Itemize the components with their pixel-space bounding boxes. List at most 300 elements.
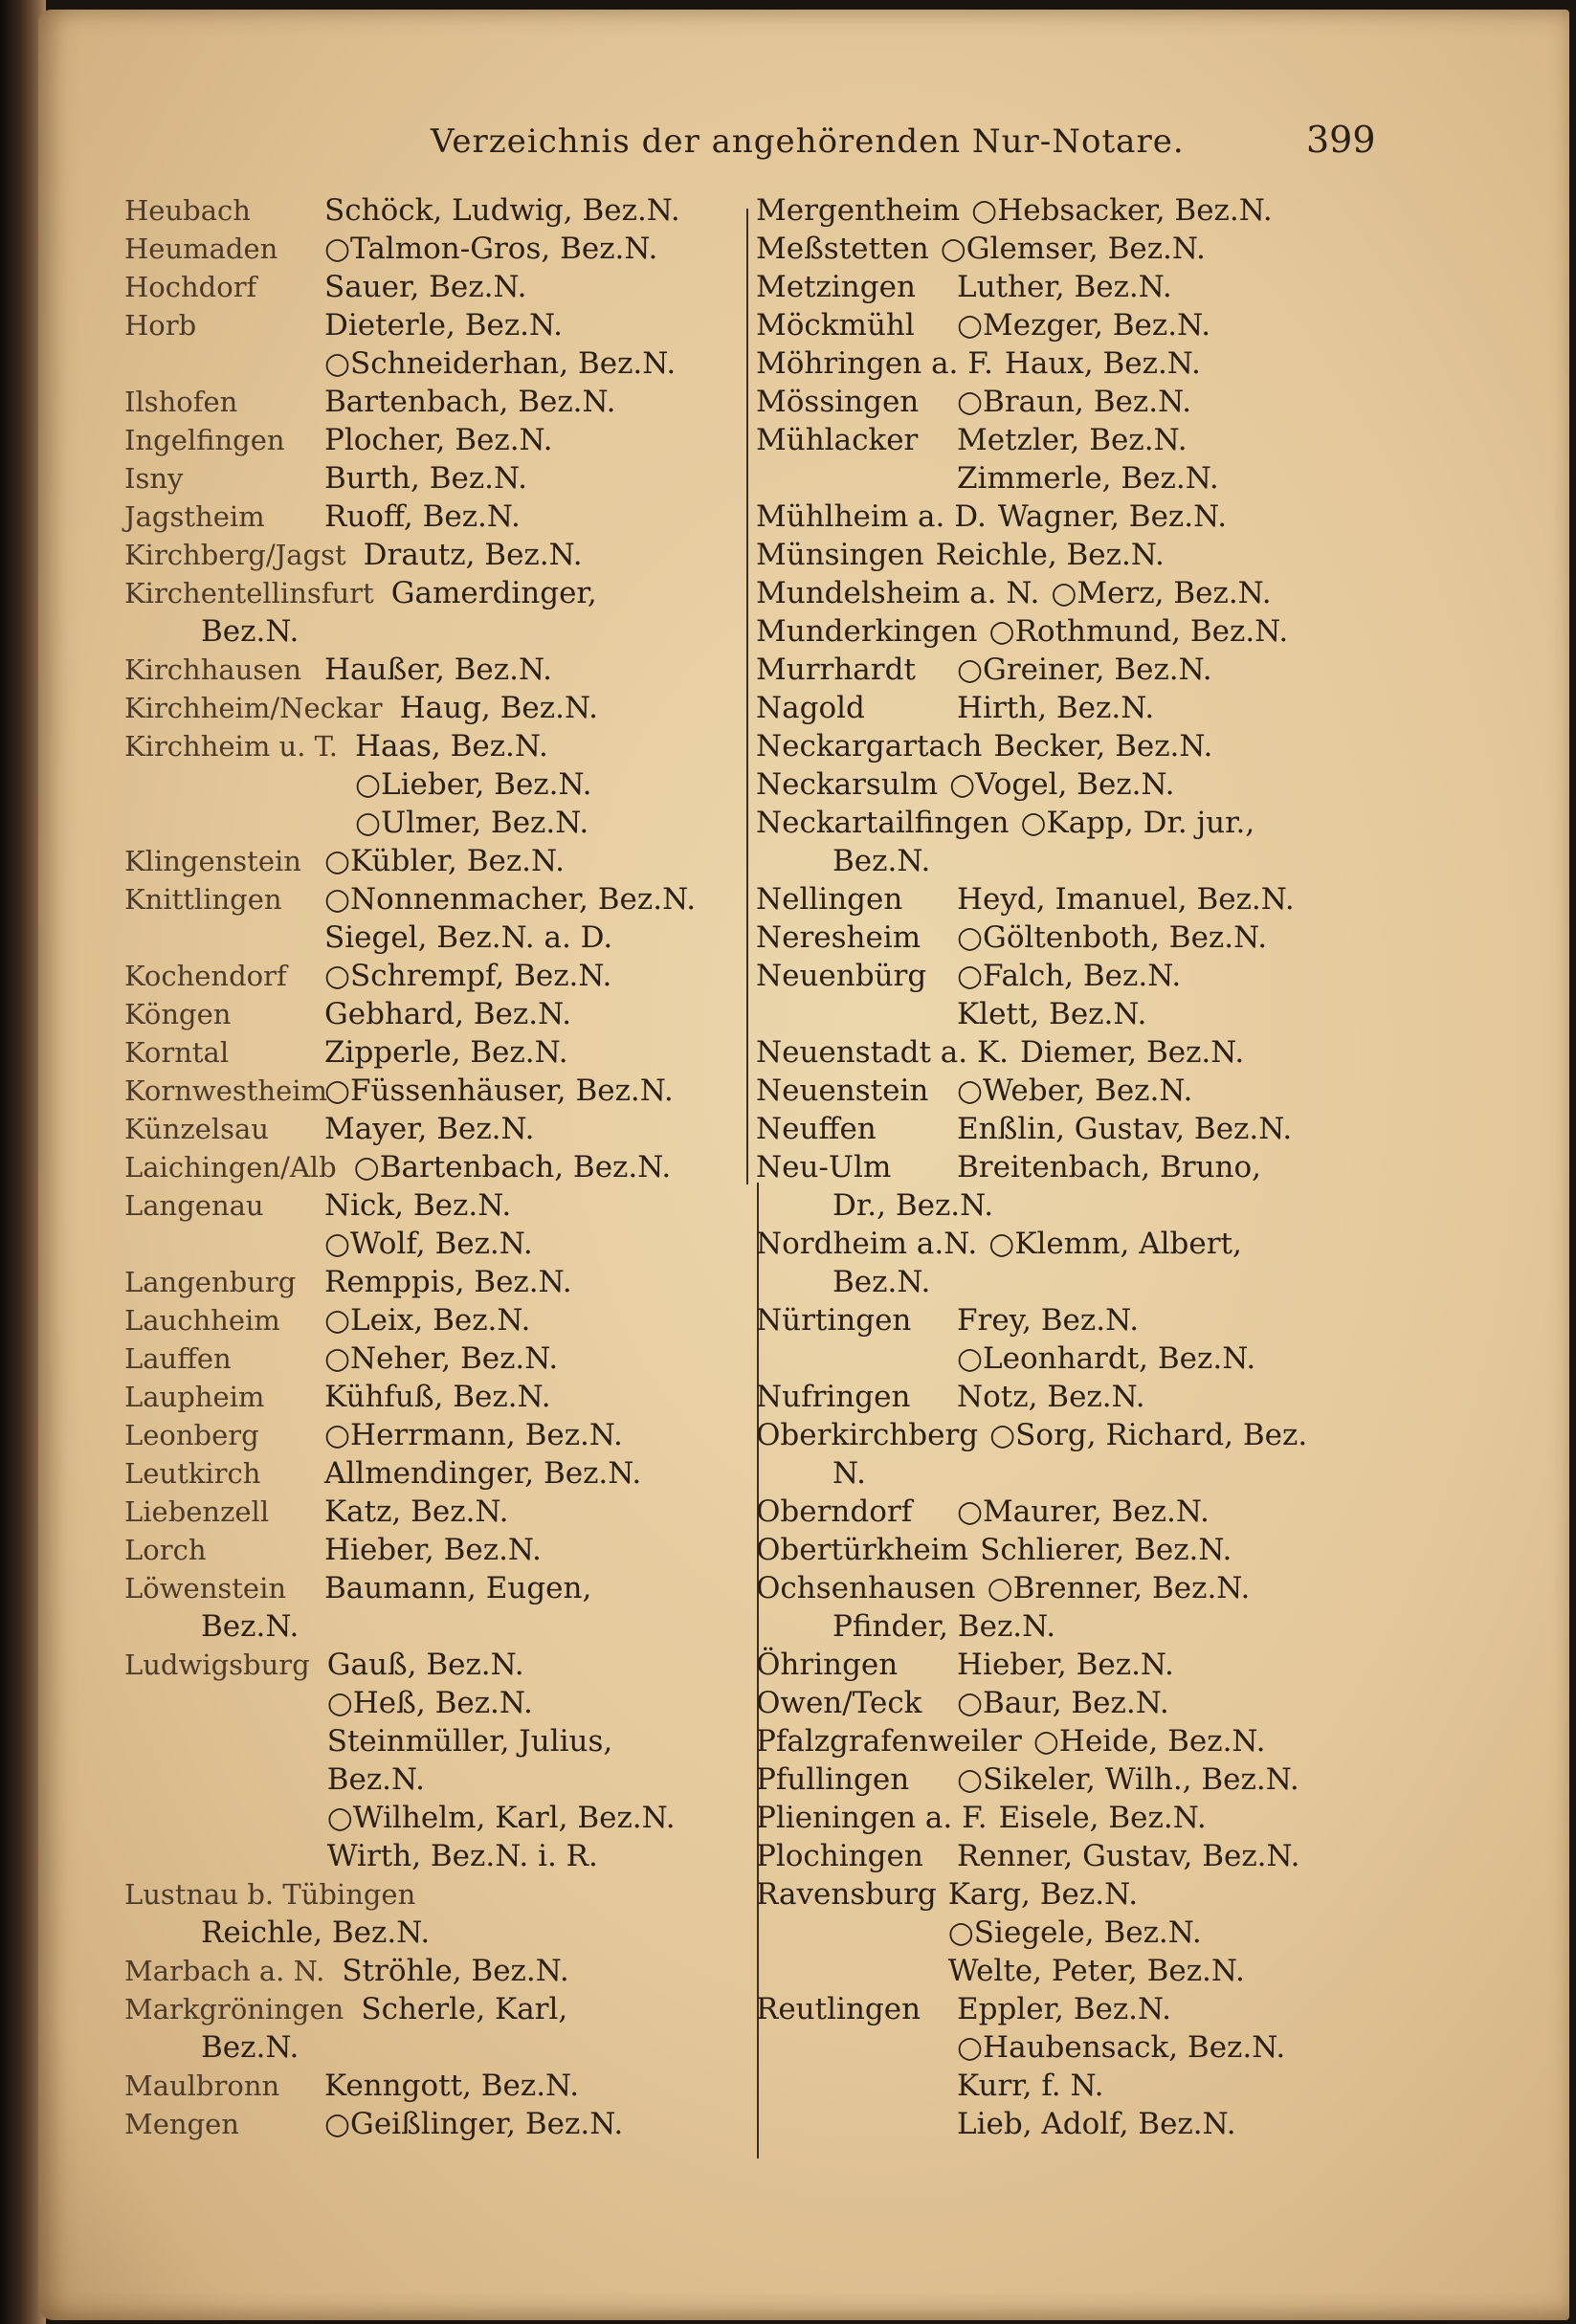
notary-list [396, 689, 746, 727]
notary-list [957, 957, 1426, 1033]
notary-name: ○Geißlinger, Bez.N. [324, 2107, 624, 2141]
notary-name: ○Glemser, Bez.N. [940, 232, 1206, 266]
notary-name: Notz, Bez.N. [957, 1380, 1145, 1414]
notary-list [957, 1760, 1426, 1799]
place-name: Hochdorf [124, 271, 257, 303]
notary-name: Kühfuß, Bez.N. [324, 1380, 551, 1414]
place-name: Langenau [124, 1189, 264, 1222]
notary-name: Enßlin, Gustav, Bez.N. [957, 1112, 1293, 1146]
notary-name: ○Leonhardt, Bez.N. [957, 1341, 1256, 1376]
notary-name: Zimmerle, Bez.N. [957, 461, 1219, 496]
notary-name: ○Hebsacker, Bez.N. [971, 193, 1273, 228]
notary-list [957, 1378, 1426, 1416]
directory-entry [756, 1110, 1426, 1148]
notary-name: Haux, Bez.N. [1004, 346, 1201, 381]
notary-name: ○Talmon-Gros, Bez.N. [324, 232, 658, 266]
notary-name: ○Rothmund, Bez.N. [988, 614, 1289, 649]
directory-entry [124, 1454, 746, 1493]
continuation-line: Bez.N. [201, 1609, 300, 1644]
notary-name: ○Sorg, Richard, Bez. [989, 1418, 1308, 1452]
notary-name: Karg, Bez.N. [947, 1877, 1139, 1912]
column-divider [746, 209, 748, 1184]
place-name: Kirchberg/Jagst [124, 539, 346, 571]
notary-name: Renner, Gustav, Bez.N. [957, 1839, 1300, 1873]
notary-name: Haußer, Bez.N. [324, 653, 552, 687]
place-name: Ilshofen [124, 386, 238, 418]
directory-entry [756, 1837, 1426, 1875]
directory-entry [124, 880, 746, 957]
place-name: Mergentheim [756, 193, 961, 228]
directory-entry [756, 880, 1426, 919]
notary-list [957, 1646, 1426, 1684]
place-name: Oberndorf [756, 1494, 913, 1529]
place-name: Oberkirchberg [756, 1418, 979, 1452]
directory-entry [756, 651, 1426, 689]
place-name: Neuffen [756, 1112, 877, 1146]
page-title: Verzeichnis der angehörenden Nur-Notare. [431, 122, 1185, 161]
notary-name: Reichle, Bez.N. [935, 538, 1165, 572]
place-name: Neuenbürg [756, 959, 927, 993]
notary-list [957, 1072, 1426, 1110]
place-name: Neuenstadt a. K. [756, 1035, 1009, 1070]
place-name: Ingelfingen [124, 424, 285, 456]
notary-list [948, 1875, 1426, 1990]
directory-entry [756, 1722, 1426, 1760]
place-name: Markgröningen [124, 1993, 344, 2025]
notary-name: ○Sikeler, Wilh., Bez.N. [957, 1762, 1299, 1797]
directory-entry [124, 1952, 746, 1990]
notary-name: Allmendinger, Bez.N. [324, 1456, 642, 1491]
place-name: Obertürkheim [756, 1533, 969, 1567]
notary-name: ○Heide, Bez.N. [1032, 1724, 1266, 1759]
notary-name: Sauer, Bez.N. [324, 270, 527, 304]
directory-entry [756, 1646, 1426, 1684]
place-name: Nellingen [756, 882, 903, 917]
continuation-line: Pfinder, Bez.N. [832, 1609, 1056, 1644]
directory-entry [124, 842, 746, 880]
directory-entry [756, 344, 1426, 383]
directory-entry [124, 306, 746, 383]
directory-entry [124, 689, 746, 727]
notary-list [321, 1072, 746, 1110]
place-name: Leonberg [124, 1419, 259, 1451]
notary-name: ○Mezger, Bez.N. [957, 308, 1211, 343]
directory-entry [756, 1378, 1426, 1416]
place-name: Plieningen a. F. [756, 1801, 988, 1835]
directory-entry [124, 2067, 746, 2105]
notary-list [957, 1684, 1426, 1722]
notary-name: Haas, Bez.N. [354, 729, 548, 764]
notary-name: ○Leix, Bez.N. [324, 1303, 531, 1338]
notary-name: Lieb, Adolf, Bez.N. [957, 2107, 1236, 2141]
notary-name: Kenngott, Bez.N. [324, 2069, 580, 2103]
directory-entry [756, 230, 1426, 268]
notary-list [351, 727, 746, 842]
notary-list [971, 191, 1426, 230]
directory-entry [756, 1493, 1426, 1531]
directory-entry [756, 727, 1426, 765]
notary-name: ○Heß, Bez.N. [326, 1686, 533, 1720]
directory-entry [756, 268, 1426, 306]
place-name: Munderkingen [756, 614, 978, 649]
continuation-line: N. [832, 1456, 866, 1491]
place-name: Nagold [756, 691, 865, 725]
notary-list [321, 306, 746, 383]
place-name: Münsingen [756, 538, 924, 572]
notary-name: ○Falch, Bez.N. [957, 959, 1182, 993]
place-name: Nordheim a.N. [756, 1227, 978, 1261]
notary-list [321, 1110, 746, 1148]
directory-entry [124, 536, 746, 574]
notary-name: Welte, Peter, Bez.N. [947, 1954, 1245, 1988]
notary-list [360, 536, 746, 574]
directory-entry [124, 1531, 746, 1569]
notary-list [321, 1263, 746, 1301]
continuation-line: Bez.N. [201, 2030, 300, 2065]
notary-list [957, 1990, 1426, 2143]
directory-entry [124, 421, 746, 459]
place-name: Reutlingen [756, 1992, 921, 2026]
place-name: Jagstheim [124, 500, 265, 533]
notary-name: ○Herrmann, Bez.N. [324, 1418, 623, 1452]
place-name: Liebenzell [124, 1495, 270, 1528]
notary-name: Burth, Bez.N. [324, 461, 528, 496]
notary-list [321, 651, 746, 689]
directory-entry [756, 919, 1426, 957]
notary-name: Ströhle, Bez.N. [342, 1954, 569, 1988]
place-name: Owen/Teck [756, 1686, 922, 1720]
notary-list [338, 1952, 746, 1990]
notary-name: Frey, Bez.N. [957, 1303, 1140, 1338]
place-name: Mengen [124, 2108, 239, 2140]
notary-list [1051, 574, 1426, 612]
notary-list [321, 957, 746, 995]
directory-entry [756, 1416, 1426, 1454]
place-name: Mundelsheim a. N. [756, 576, 1040, 610]
notary-name: Eisele, Bez.N. [998, 1801, 1207, 1835]
notary-name: Becker, Bez.N. [993, 729, 1213, 764]
notary-name: Schlierer, Bez.N. [980, 1533, 1232, 1567]
place-name: Kirchhausen [124, 653, 302, 686]
directory-entry [756, 1531, 1426, 1569]
notary-list [957, 689, 1426, 727]
directory-entry [124, 1301, 746, 1339]
place-name: Löwenstein [124, 1572, 287, 1605]
page-header [0, 119, 1576, 170]
notary-name: ○Merz, Bez.N. [1051, 576, 1272, 610]
directory-entry [756, 1684, 1426, 1722]
place-name: Metzingen [756, 270, 916, 304]
notary-name: Kurr, f. N. [957, 2069, 1104, 2103]
place-name: Lauffen [124, 1342, 232, 1375]
notary-name: ○Kapp, Dr. jur., [1020, 806, 1255, 840]
directory-entry [124, 1148, 746, 1186]
notary-list [989, 1416, 1426, 1454]
notary-name: ○Göltenboth, Bez.N. [957, 920, 1268, 955]
place-name: Laupheim [124, 1381, 265, 1413]
notary-list [321, 459, 746, 498]
notary-name: Baumann, Eugen, [324, 1571, 592, 1605]
directory-entry [756, 574, 1426, 612]
place-name: Maulbronn [124, 2069, 280, 2102]
place-name: Pfalzgrafenweiler [756, 1724, 1022, 1759]
directory-entry [756, 1799, 1426, 1837]
notary-name: ○Weber, Bez.N. [957, 1073, 1193, 1108]
notary-list [321, 383, 746, 421]
notary-list [936, 536, 1426, 574]
directory-entry [756, 1148, 1426, 1186]
notary-name: ○Klemm, Albert, [988, 1227, 1242, 1261]
place-name: Kirchheim u. T. [124, 730, 338, 763]
notary-name: Metzler, Bez.N. [957, 423, 1188, 457]
continuation-line: Reichle, Bez.N. [201, 1915, 431, 1950]
place-name: Lauchheim [124, 1304, 280, 1337]
notary-list [321, 1033, 746, 1072]
notary-list [321, 842, 746, 880]
notary-name: ○Maurer, Bez.N. [957, 1494, 1210, 1529]
notary-list [350, 1148, 746, 1186]
place-name: Kochendorf [124, 960, 287, 992]
directory-entry [756, 1301, 1426, 1378]
notary-list [957, 651, 1426, 689]
directory-entry [756, 536, 1426, 574]
notary-name: Zipperle, Bez.N. [324, 1035, 568, 1070]
place-name: Neu-Ulm [756, 1150, 892, 1184]
notary-name: ○Greiner, Bez.N. [957, 653, 1212, 687]
notary-list [957, 1301, 1426, 1378]
continuation-line: Bez.N. [201, 614, 300, 649]
directory-entry [124, 498, 746, 536]
directory-entry [124, 1110, 746, 1148]
notary-list [957, 421, 1426, 498]
notary-name: Schöck, Ludwig, Bez.N. [324, 193, 680, 228]
notary-name: Ruoff, Bez.N. [324, 499, 521, 534]
notary-name: Nick, Bez.N. [324, 1188, 512, 1223]
notary-list [957, 880, 1426, 919]
place-name: Nürtingen [756, 1303, 912, 1338]
notary-name: Katz, Bez.N. [324, 1494, 509, 1529]
notary-name: Hirth, Bez.N. [957, 691, 1155, 725]
notary-name: Plocher, Bez.N. [324, 423, 553, 457]
place-name: Klingenstein [124, 845, 301, 877]
notary-list [941, 230, 1426, 268]
place-name: Korntal [124, 1036, 230, 1069]
place-name: Mühlheim a. D. [756, 499, 987, 534]
notary-list [321, 2105, 746, 2143]
place-name: Pfullingen [756, 1762, 910, 1797]
notary-name: ○Haubensack, Bez.N. [957, 2030, 1286, 2065]
directory-entry [124, 1990, 746, 2028]
directory-entry [124, 574, 746, 612]
notary-list [321, 1301, 746, 1339]
notary-name: Dieterle, Bez.N. [324, 308, 564, 343]
right-column [756, 191, 1426, 2143]
directory-entry [124, 459, 746, 498]
notary-name: ○Braun, Bez.N. [957, 385, 1192, 419]
directory-entry [124, 1378, 746, 1416]
directory-entry [124, 1493, 746, 1531]
place-name: Laichingen/Alb [124, 1151, 337, 1184]
continuation-line: Bez.N. [832, 1265, 931, 1299]
notary-list [999, 1799, 1426, 1837]
notary-name: Bez.N. [326, 1762, 426, 1797]
notary-name: Diemer, Bez.N. [1019, 1035, 1245, 1070]
notary-name: ○Lieber, Bez.N. [354, 767, 592, 802]
place-name: Langenburg [124, 1266, 297, 1298]
notary-name: ○Füssenhäuser, Bez.N. [324, 1073, 674, 1108]
notary-list [989, 612, 1426, 651]
notary-name: ○Schrempf, Bez.N. [324, 959, 612, 993]
notary-list [957, 1837, 1426, 1875]
notary-list [321, 2067, 746, 2105]
notary-list [988, 1225, 1426, 1263]
directory-entry [124, 957, 746, 995]
directory-entry [756, 1033, 1426, 1072]
notary-list [988, 1569, 1426, 1607]
notary-list [321, 1454, 746, 1493]
directory-entry [756, 1225, 1426, 1263]
place-name: Neuenstein [756, 1073, 929, 1108]
notary-name: Gauß, Bez.N. [326, 1648, 524, 1682]
place-name: Horb [124, 309, 197, 342]
notary-list [321, 191, 746, 230]
place-name: Kirchentellinsfurt [124, 577, 374, 609]
place-name: Neckartailfingen [756, 806, 1010, 840]
notary-name: ○Baur, Bez.N. [957, 1686, 1169, 1720]
notary-list [321, 1186, 746, 1263]
notary-name: Hieber, Bez.N. [957, 1648, 1174, 1682]
notary-list [321, 421, 746, 459]
notary-name: Heyd, Imanuel, Bez.N. [957, 882, 1295, 917]
notary-list [321, 1493, 746, 1531]
notary-name: Eppler, Bez.N. [957, 1992, 1172, 2026]
directory-entry [756, 191, 1426, 230]
place-name: Meßstetten [756, 232, 929, 266]
notary-list [323, 1646, 746, 1875]
place-name: Knittlingen [124, 883, 282, 916]
place-name: Ludwigsburg [124, 1649, 310, 1681]
directory-entry [124, 1875, 746, 1914]
place-name: Ochsenhausen [756, 1571, 976, 1605]
place-name: Lorch [124, 1534, 207, 1566]
notary-list [321, 1339, 746, 1378]
notary-list [1020, 804, 1426, 842]
notary-list [957, 306, 1426, 344]
directory-entry [756, 306, 1426, 344]
notary-list [1033, 1722, 1426, 1760]
notary-name: ○Nonnenmacher, Bez.N. [324, 882, 697, 917]
notary-list [321, 880, 746, 957]
place-name: Neckarsulm [756, 767, 939, 802]
notary-name: Bartenbach, Bez.N. [324, 385, 616, 419]
directory-entry [756, 765, 1426, 804]
place-name: Mössingen [756, 385, 920, 419]
directory-entry [124, 651, 746, 689]
directory-entry [124, 1416, 746, 1454]
notary-list [957, 1148, 1426, 1186]
place-name: Marbach a. N. [124, 1955, 325, 1987]
place-name: Heumaden [124, 232, 278, 265]
notary-list [321, 1378, 746, 1416]
notary-list [957, 1493, 1426, 1531]
directory-entry [756, 1072, 1426, 1110]
place-name: Murrhardt [756, 653, 916, 687]
notary-name: Drautz, Bez.N. [363, 538, 583, 572]
notary-list [1005, 344, 1426, 383]
notary-list [321, 268, 746, 306]
directory-entry [124, 2105, 746, 2143]
notary-name: ○Siegele, Bez.N. [947, 1915, 1202, 1950]
directory-entry [756, 1760, 1426, 1799]
place-name: Mühlacker [756, 423, 919, 457]
place-name: Lustnau b. Tübingen [124, 1878, 416, 1911]
notary-list [321, 498, 746, 536]
directory-entry [124, 1263, 746, 1301]
directory-entry [124, 230, 746, 268]
continuation-line: Bez.N. [832, 844, 931, 878]
notary-list [321, 995, 746, 1033]
directory-entry [756, 421, 1426, 498]
notary-list [321, 1416, 746, 1454]
notary-name: Siegel, Bez.N. a. D. [324, 920, 613, 955]
directory-entry [756, 1875, 1426, 1990]
directory-entry [756, 689, 1426, 727]
notary-list [321, 230, 746, 268]
place-name: Öhringen [756, 1648, 899, 1682]
left-column [124, 191, 746, 2143]
place-name: Nufringen [756, 1380, 911, 1414]
directory-entry [124, 995, 746, 1033]
notary-name: ○Schneiderhan, Bez.N. [324, 346, 677, 381]
place-name: Ravensburg [756, 1877, 937, 1912]
place-name: Kornwestheim [124, 1074, 328, 1107]
directory-entry [756, 957, 1426, 1033]
notary-name: Gebhard, Bez.N. [324, 997, 572, 1031]
place-name: Leutkirch [124, 1457, 261, 1490]
place-name: Neresheim [756, 920, 921, 955]
notary-name: ○Ulmer, Bez.N. [354, 806, 589, 840]
notary-list [388, 574, 746, 612]
page-number: 399 [1306, 119, 1376, 161]
notary-list [1020, 1033, 1426, 1072]
notary-name: Mayer, Bez.N. [324, 1112, 535, 1146]
notary-name: Luther, Bez.N. [957, 270, 1172, 304]
directory-entry [124, 1339, 746, 1378]
place-name: Kirchheim/Neckar [124, 692, 383, 724]
directory-entry [756, 1569, 1426, 1607]
notary-list [957, 919, 1426, 957]
continuation-line: Dr., Bez.N. [832, 1188, 994, 1223]
directory-entry [124, 1569, 746, 1607]
notary-list [998, 498, 1426, 536]
place-name: Heubach [124, 194, 251, 227]
directory-entry [756, 383, 1426, 421]
directory-entry [124, 1072, 746, 1110]
place-name: Isny [124, 462, 184, 495]
notary-name: Scherle, Karl, [361, 1992, 568, 2026]
notary-name: ○Brenner, Bez.N. [987, 1571, 1251, 1605]
place-name: Köngen [124, 998, 232, 1030]
directory-entry [124, 268, 746, 306]
notary-name: ○Kübler, Bez.N. [324, 844, 566, 878]
directory-entry [756, 1990, 1426, 2143]
notary-name: Klett, Bez.N. [957, 997, 1147, 1031]
notary-name: Gamerdinger, [390, 576, 597, 610]
notary-list [957, 383, 1426, 421]
directory-entry [124, 1033, 746, 1072]
place-name: Möckmühl [756, 308, 915, 343]
directory-entry [124, 1646, 746, 1875]
